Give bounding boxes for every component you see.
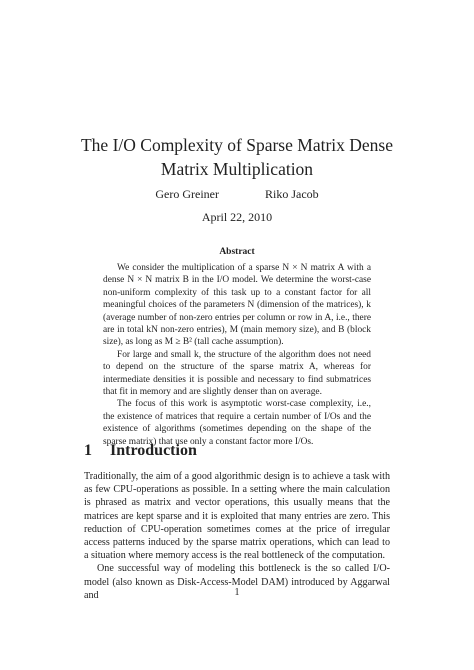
paper-title: The I/O Complexity of Sparse Matrix Dense Matrix Multiplication <box>80 135 394 179</box>
abstract-paragraph: We consider the multiplication of a sparse N × N matrix A with a dense N × N matrix B in the I/O model. We determine the worst-case non-uniform complexity of this task up to a constant factor for all meaningful choices of the parameters N (dimension of the matrices), k (average number of non-zero entries per column or row in A, i.e., there are in total kN non-zero entries), M (main memory size), and B (block size), as long as M ≥ B² (tall cache assumption). <box>103 263 371 348</box>
abstract-paragraph: For large and small k, the structure of the algorithm does not need to depend on the structure of the sparse matrix A, whereas for intermediate densities it is possible and necessary to find submatrices that fit in memory and are slightly denser than on average. <box>103 349 371 398</box>
section-number: 1 <box>84 442 92 459</box>
page-number: 1 <box>234 587 240 598</box>
abstract-heading: Abstract <box>219 247 255 257</box>
body-paragraph: Traditionally, the aim of a good algorithmic design is to achieve a task with as few CPU-operations as possible. In a setting where the main calculation is phrased as matrix and vector operations, this usually means that the matrices are kept sparse and it is exploited that many entries are zero. This reduction of CPU-operation sometimes comes at the price of irregular access patterns induced by the sparse matrix operations, which can lead to a situation where memory access is the real bottleneck of the computation. <box>84 471 390 562</box>
paper-date: April 22, 2010 <box>201 210 273 224</box>
abstract-paragraph: The focus of this work is asymptotic worst-case complexity, i.e., the existence of matrices that require a certain number of I/Os and the existence of algorithms (sometimes depending on the shape of the sparse matrix) that use only a constant factor more I/Os. <box>103 399 371 447</box>
abstract <box>103 262 371 448</box>
section-title: Introduction <box>110 442 197 459</box>
author-name: Gero Greiner <box>155 187 219 201</box>
author-name: Riko Jacob <box>264 187 319 201</box>
section-heading <box>84 441 197 461</box>
section-body <box>84 470 390 602</box>
body-paragraph: One successful way of modeling this bottleneck is the so called I/O-model (also known as Disk-Access-Model DAM) introduced by Aggarwal and <box>84 563 390 601</box>
author-list <box>0 186 474 202</box>
